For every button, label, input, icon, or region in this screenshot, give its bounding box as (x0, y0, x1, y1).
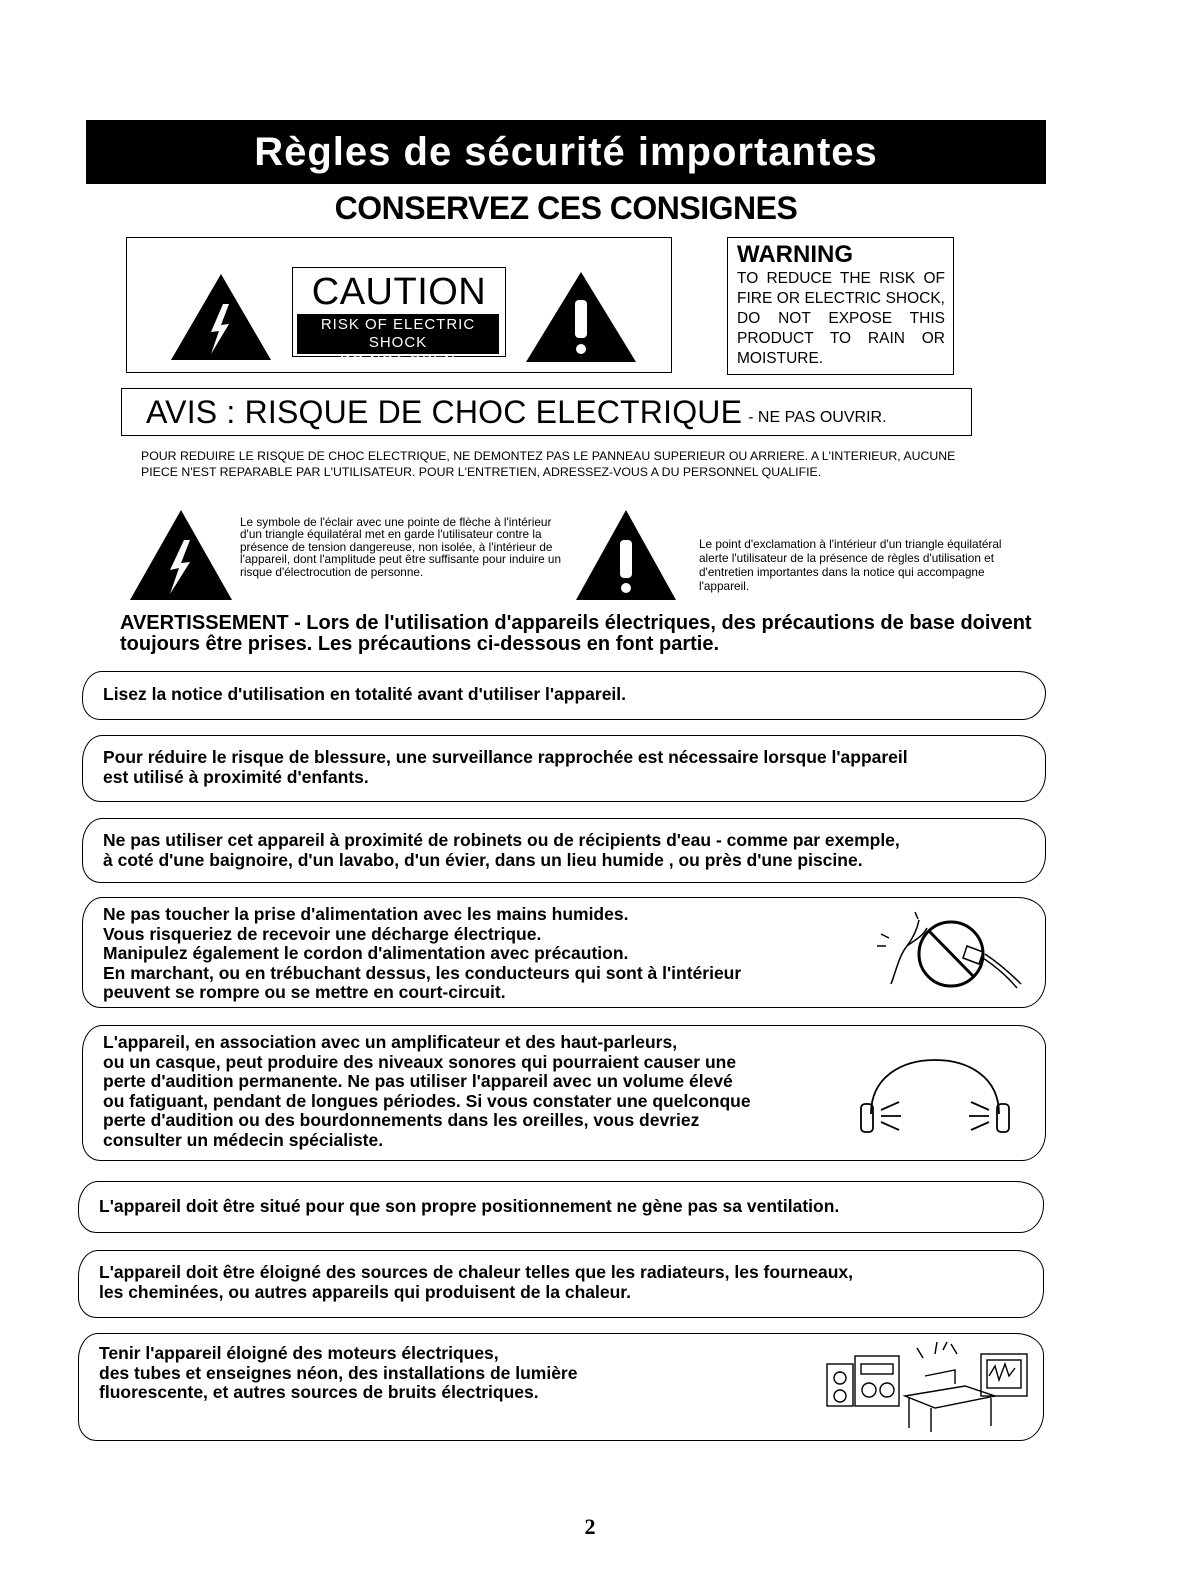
page-title: Règles de sécurité importantes (254, 129, 878, 174)
warning-panel (727, 237, 954, 375)
item-line: consulter un médecin spécialiste. (103, 1129, 384, 1150)
no-wet-hands-plug-icon (871, 906, 1027, 1000)
exclamation-triangle-icon (526, 272, 636, 364)
item-line: Manipulez également le cordon d'alimentation avec précaution. (103, 943, 629, 963)
caution-risk-line: RISK OF ELECTRIC SHOCK (320, 316, 476, 351)
item-line: L'appareil doit être situé pour que son propre positionnement ne gène pas sa ventilation. (99, 1196, 840, 1216)
item-line: peuvent se rompre ou se mettre en court-circuit. (103, 982, 506, 1002)
safety-item (82, 897, 1046, 1008)
item-line: les cheminées, ou autres appareils qui produisent de la chaleur. (99, 1281, 631, 1302)
item-line: Vous risqueriez de recevoir une décharge électrique. (103, 923, 542, 944)
item-text (103, 1033, 751, 1150)
item-line: En marchant, ou en trébuchant dessus, les conducteurs qui sont à l'intérieur (103, 962, 742, 983)
page-title-banner (86, 120, 1046, 184)
avis-banner (121, 388, 972, 436)
caution-label (292, 267, 506, 369)
avis-heading: AVIS : RISQUE DE CHOC ELECTRIQUE (146, 393, 743, 430)
item-line: ou fatiguant, pendant de longues périodes. Si vous constater une quelconque (103, 1090, 751, 1111)
safety-item (82, 671, 1046, 720)
caution-word: CAUTION (311, 271, 487, 313)
page-subtitle: CONSERVEZ CES CONSIGNES (334, 190, 798, 226)
item-line: L'appareil, en association avec un amplificateur et des haut-parleurs, (103, 1032, 678, 1052)
item-line: perte d'audition permanente. Ne pas utiliser l'appareil avec un volume élevé (103, 1071, 733, 1091)
item-line: des tubes et enseignes néon, des installations de lumière (99, 1362, 578, 1383)
electric-shock-triangle-icon (130, 510, 232, 602)
warning-title: WARNING (737, 241, 853, 268)
item-line: Tenir l'appareil éloigné des moteurs électriques, (99, 1343, 499, 1363)
item-line: est utilisé à proximité d'enfants. (103, 766, 369, 787)
page-number: 2 (584, 1514, 596, 1539)
caution-open-line: DO NOT OPEN (340, 352, 456, 369)
exclamation-symbol-description: Le point d'exclamation à l'intérieur d'un triangle équilatéral alerte l'utilisateur de la présence de règles d'utilisation et d'entretien importantes dans la notice qui accompagne l'appareil. (699, 537, 1002, 593)
safety-item (82, 818, 1046, 883)
item-line: Lisez la notice d'utilisation en totalité avant d'utiliser l'appareil. (103, 684, 627, 704)
caution-risk-banner (297, 314, 499, 369)
item-line: Ne pas toucher la prise d'alimentation avec les mains humides. (103, 904, 629, 924)
headphones-icon (853, 1054, 1015, 1144)
item-text (103, 685, 626, 705)
service-notice: POUR REDUIRE LE RISQUE DE CHOC ELECTRIQUE, NE DEMONTEZ PAS LE PANNEAU SUPERIEUR OU ARRIERE. A L'INTERIEUR, AUCUNE PIECE N'EST REPARABLE PAR L'UTILISATEUR. POUR L'ENTRETIEN, ADRESSEZ-VOUS A DU PERSONNEL QUALIFIE. (141, 449, 956, 479)
warning-text: TO REDUCE THE RISK OF FIRE OR ELECTRIC SHOCK, DO NOT EXPOSE THIS PRODUCT TO RAIN OR MOISTURE. (737, 270, 945, 367)
item-line: à coté d'une baignoire, d'un lavabo, d'un évier, dans un lieu humide , ou près d'une piscine. (103, 849, 863, 870)
avertissement-heading: AVERTISSEMENT - Lors de l'utilisation d'appareils électriques, des précautions de base doivent toujours être prises. Les précautions ci-dessous en font partie. (120, 612, 1032, 655)
electrical-interference-appliances-icon (825, 1336, 1035, 1436)
safety-item (78, 1181, 1044, 1233)
item-line: ou un casque, peut produire des niveaux sonores qui pourraient causer une (103, 1051, 737, 1072)
item-line: Ne pas utiliser cet appareil à proximité de robinets ou de récipients d'eau - comme par exemple, (103, 830, 900, 850)
item-text (99, 1344, 577, 1403)
safety-item (78, 1333, 1044, 1441)
item-line: perte d'audition ou des bourdonnements dans les oreilles, vous devriez (103, 1110, 700, 1130)
safety-item (78, 1250, 1044, 1318)
item-line: L'appareil doit être éloigné des sources de chaleur telles que les radiateurs, les fourneaux, (99, 1262, 854, 1282)
safety-item (82, 1025, 1046, 1161)
item-text (103, 831, 900, 870)
item-line: fluorescente, et autres sources de bruits électriques. (99, 1382, 539, 1402)
item-text (103, 748, 908, 787)
exclamation-triangle-icon (576, 510, 676, 602)
item-text (103, 905, 741, 1003)
item-line: Pour réduire le risque de blessure, une surveillance rapprochée est nécessaire lorsque l'appareil (103, 747, 908, 767)
bolt-symbol-description: Le symbole de l'éclair avec une pointe de flèche à l'intérieur d'un triangle équilatéral met en garde l'utilisateur contre la présence de tension dangereuse, non isolée, à l'intérieur de l'appareil, dont l'amplitude peut être suffisante pour induire un risque d'électrocution de personne. (240, 515, 562, 579)
item-text (99, 1263, 853, 1302)
safety-item (82, 735, 1046, 802)
item-text (99, 1197, 839, 1217)
electric-shock-triangle-icon (171, 274, 271, 362)
avis-do-not-open: - NE PAS OUVRIR. (748, 409, 887, 426)
